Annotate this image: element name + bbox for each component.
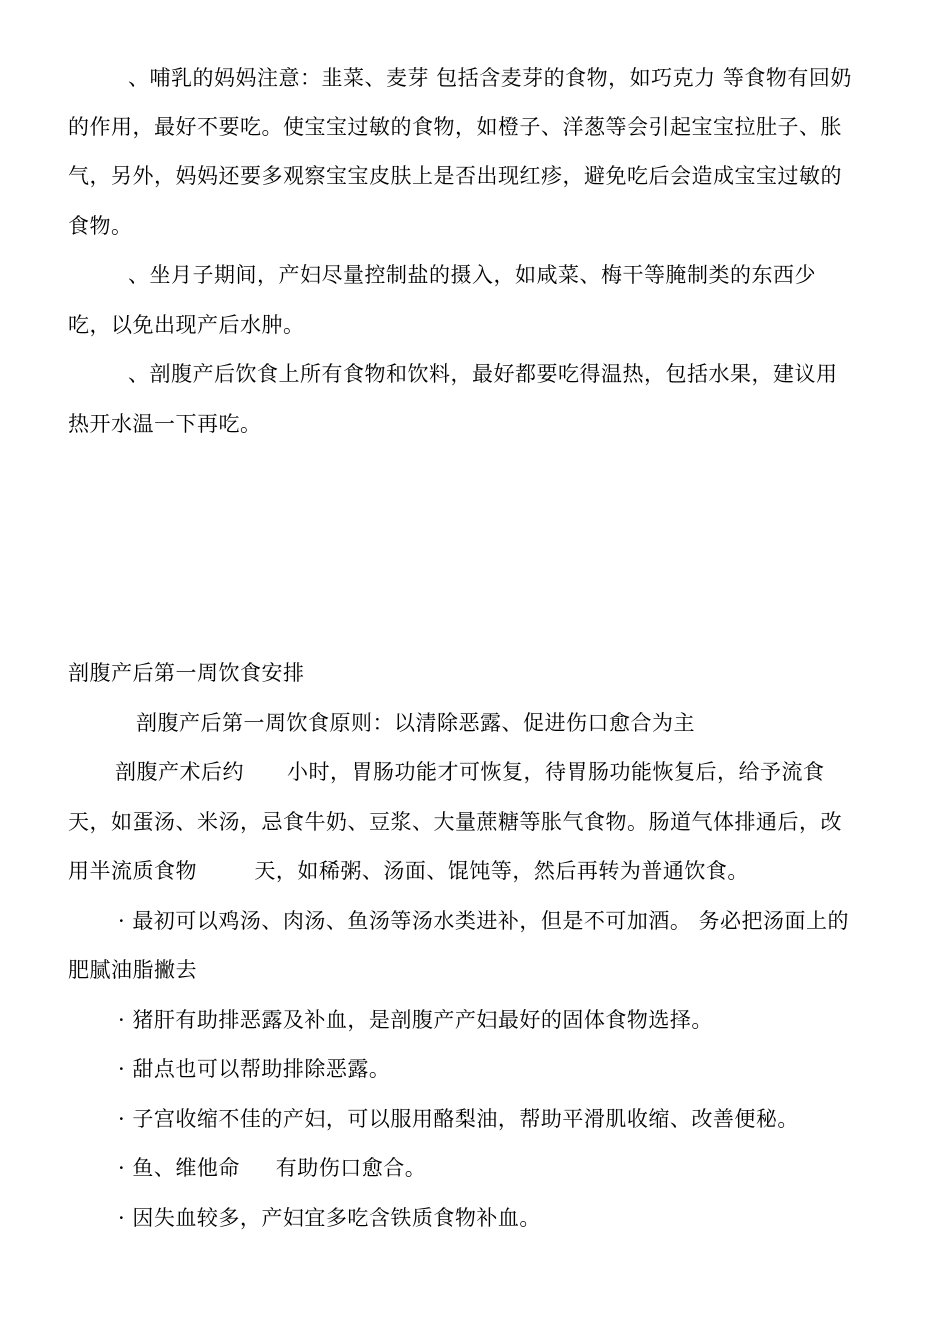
tip-breastfeeding-line-2: 的作用，最好不要吃。使宝宝过敏的食物，如橙子、洋葱等会引起宝宝拉肚子、胀 [68,115,842,139]
bullet-fish-vitamin: · 鱼、维他命 有助伤口愈合。 [118,1156,427,1180]
bullet-iron: · 因失血较多，产妇宜多吃含铁质食物补血。 [118,1206,541,1230]
bullet-soup-line-2: 肥腻油脂撇去 [68,958,197,982]
bullet-soup-line-1: · 最初可以鸡汤、肉汤、鱼汤等汤水类进补，但是不可加酒。 务必把汤面上的 [118,909,850,933]
tip-breastfeeding-line-3: 气，另外，妈妈还要多观察宝宝皮肤上是否出现红疹，避免吃后会造成宝宝过敏的 [68,164,842,188]
recovery-line-1: 剖腹产术后约 小时，胃肠功能才可恢复，待胃肠功能恢复后，给予流食 [115,760,825,784]
recovery-line-3: 用半流质食物 天，如稀粥、汤面、馄饨等，然后再转为普通饮食。 [68,859,749,883]
bullet-pork-liver: · 猪肝有助排恶露及补血，是剖腹产产妇最好的固体食物选择。 [118,1008,713,1032]
tip-breastfeeding-line-1: 、哺乳的妈妈注意：韭菜、麦芽 包括含麦芽的食物，如巧克力 等食物有回奶 [128,66,852,90]
tip-salt-line-2: 吃，以免出现产后水肿。 [68,313,305,337]
tip-breastfeeding-line-4: 食物。 [68,214,133,238]
tip-warm-food-line-1: 、剖腹产后饮食上所有食物和饮料，最好都要吃得温热，包括水果，建议用 [128,362,838,386]
bullet-desserts: · 甜点也可以帮助排除恶露。 [118,1057,391,1081]
section-principle: 剖腹产后第一周饮食原则：以清除恶露、促进伤口愈合为主 [136,711,695,735]
tip-salt-line-1: 、坐月子期间，产妇尽量控制盐的摄入，如咸菜、梅干等腌制类的东西少 [128,263,816,287]
bullet-avocado-oil: · 子宫收缩不佳的产妇，可以服用酪梨油，帮助平滑肌收缩、改善便秘。 [118,1107,799,1131]
tip-warm-food-line-2: 热开水温一下再吃。 [68,412,262,436]
section-title: 剖腹产后第一周饮食安排 [68,661,305,685]
recovery-line-2: 天，如蛋汤、米汤，忌食牛奶、豆浆、大量蔗糖等胀气食物。肠道气体排通后，改 [68,810,842,834]
